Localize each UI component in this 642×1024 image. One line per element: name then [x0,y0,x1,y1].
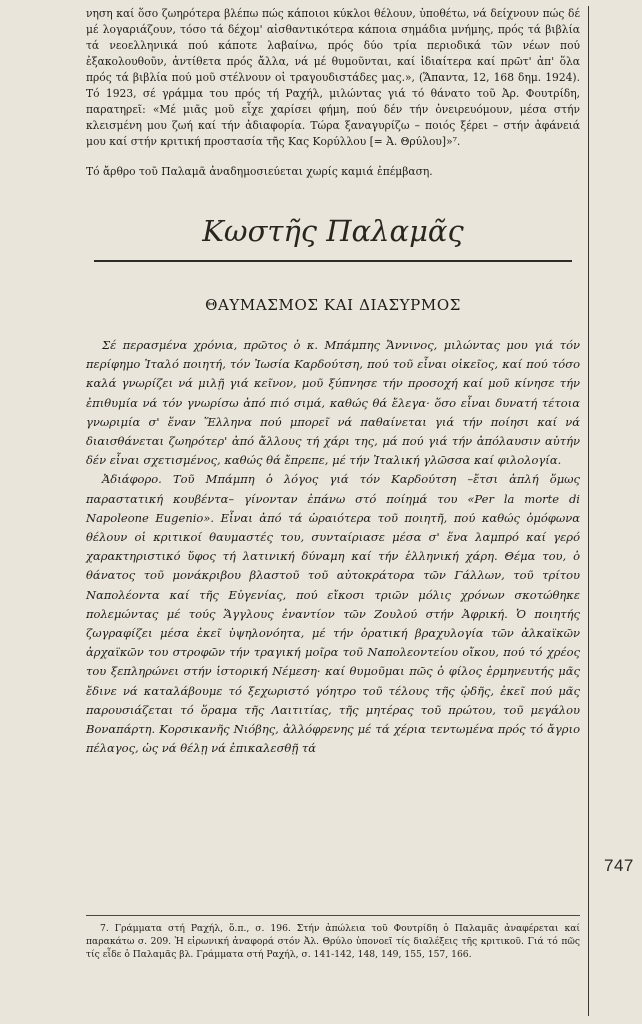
continuation-text [86,6,580,150]
essay-paragraph-2: Ἀδιάφορο. Τοῦ Μπάμπη ὁ λόγος γιά τόν Καρδούτση –ἔτσι ἁπλή ὅμως παραστατική κουβέντα– γίνονταν ἐπάνω στό ποίημά του «Per la morte di Napoleone Eugenio». Εἶναι ἀπό τά ὡραιότερα τοῦ ποιητῆ, πού καθώς ὁμόφωνα θέλουν οἱ κριτικοί θαυμαστές του, συνταίριασε μέσα σ' ἕνα λαμπρό καί γερό χαρακτηριστικό ὕφος τή λατινική δύναμη καί τήν ἑλληνική χάρη. Θέμα του, ὁ θάνατος τοῦ μονάκριβου βλαστοῦ τοῦ αὐτοκράτορα τῶν Γάλλων, τοῦ τρίτου Ναπολέοντα καί τῆς Εὐγενίας, πού εἴκοσι τριῶν μόλις χρόνων σκοτώθηκε πολεμώντας μέ τούς Ἄγγλους ἐναντίον τῶν Ζουλού στήν Ἀφρική. Ὁ ποιητής ζωγραφίζει μέσα ἐκεῖ ὑψηλονόητα, μέ τήν ὁρατική βραχυλογία τῶν ἀλκαϊκῶν ἀρχαϊκῶν του στροφῶν τήν τραγική μοῖρα τοῦ Ναπολεοντείου οἴκου, πού τό χρέος του ξεπληρώνει στήν ἱστορική Νέμεση· καί θυμοῦμαι πῶς ὁ φίλος ἑρμηνευτής μᾶς ἔδινε νά καταλάβουμε τό ξεχωριστό γόητρο τοῦ τέλους τῆς ᾠδῆς, ἐκεῖ πού μᾶς παρουσιάζεται τό ὅραμα τῆς Λαιτιτίας, τῆς μητέρας τοῦ πρώτου, τοῦ μεγάλου Βοναπάρτη. Κορσικανῆς Νιόβης, ἀλλόφρενης μέ τά χέρια τεντωμένα πρός τό ἄγριο πέλαγος, ὡς νά θέλῃ νά ἐπικαλεσθῇ τά [86,472,580,756]
essay-body [86,336,580,758]
title-rule [94,260,572,262]
margin-rule [588,6,589,1016]
footnote-7: 7. Γράμματα στή Ραχήλ, ὅ.π., σ. 196. Στήν ἀπώλεια τοῦ Φουτρίδη ὁ Παλαμᾶς ἀναφέρεται καί παρακάτω σ. 209. Ἡ εἰρωνική ἀναφορά στόν Ἀλ. Θρύλο ὑπονοεῖ τίς διαλέξεις τῆς κριτικοῦ. Γιά τό πῶς τίς εἶδε ὁ Παλαμᾶς βλ. Γράμματα στή Ραχήλ, σ. 141-142, 148, 149, 155, 157, 166. [86,923,580,960]
footnotes [86,915,580,961]
author-name: Κωστῆς Παλαμᾶς [202,214,464,248]
essay-paragraph-1: Σέ περασμένα χρόνια, πρῶτος ὁ κ. Μπάμπης Ἄννινος, μιλώντας μου γιά τόν περίφημο Ἰταλό ποιητή, τόν Ἰωσία Καρδούτση, πού τοῦ εἶναι οἰκεῖος, καί πού τόσο καλά γνωρίζει νά μιλῇ γιά κεῖνον, μοῦ ξύπνησε τήν προσοχή καί μοῦ κίνησε τήν ἐπιθυμία νά τόν γνωρίσω ἀπό πιό σιμά, καθώς θά ἔλεγα· ὅσο εἶναι δυνατή τέτοια γνωριμία σ' ἕναν Ἕλληνα πού μπορεῖ νά παθαίνεται γιά τήν ποίησι καί νά διαισθάνεται ζωηρότερ' ἀπό ἄλλους τή χάρι της, μά πού γιά τήν ἀπόλαυσιν αὐτήν δέν εἶναι σχετισμένος, καθώς θά ἔπρεπε, μέ τήν Ἰταλική γλῶσσα καί φιλολογία. [86,338,580,468]
page-number: 747 [604,856,634,875]
essay-title: ΘΑΥΜΑΣΜΟΣ ΚΑΙ ΔΙΑΣΥΡΜΟΣ [205,296,461,314]
editor-note: Τό ἄρθρο τοῦ Παλαμᾶ ἀναδημοσιεύεται χωρίς καμιά ἐπέμβαση. [86,165,433,178]
continuation-paragraph: νηση καί ὅσο ζωηρότερα βλέπω πώς κάποιοι κύκλοι θέλουν, ὑποθέτω, νά δείχνουν πώς δέ μέ λογαριάζουν, τόσο τά δέχομ' αἰσθαντικότερα κάποια σημάδια μνήμης, πρός τά βιβλία τά νεοελληνικά πού κάποτε λαβαίνω, πρός δύο τρία περιοδικά τῶν νέων πού ἐξακολουθοῦν, ἀντίθετα πρός ἄλλα, νά μέ θυμοῦνται, καί ἰδιαίτερα καί πρῶτ' ἀπ' ὅλα πρός τά βιβλία πού μοῦ στέλνουν οἱ τραγουδιστάδες μας.», (Ἅπαντα, 12, 168 δημ. 1924). Τό 1923, σέ γράμμα του πρός τή Ραχήλ, μιλώντας γιά τό θάνατο τοῦ Ἀρ. Φουτρίδη, παρατηρεῖ: «Μέ μιᾶς μοῦ εἶχε χαρίσει φήμη, πού δέν τήν ὀνειρευόμουν, μέσα στήν κλεισμένη μου ζωή καί τήν ἀδιαφορία. Τώρα ξαναγυρίζω – ποιός ξέρει – στήν ἀφάνειά μου καί στήν κριτική προστασία τῆς Κας Κορύλλου [= Ἀ. Θρύλου]»⁷. [86,7,580,148]
page-content [86,6,580,758]
